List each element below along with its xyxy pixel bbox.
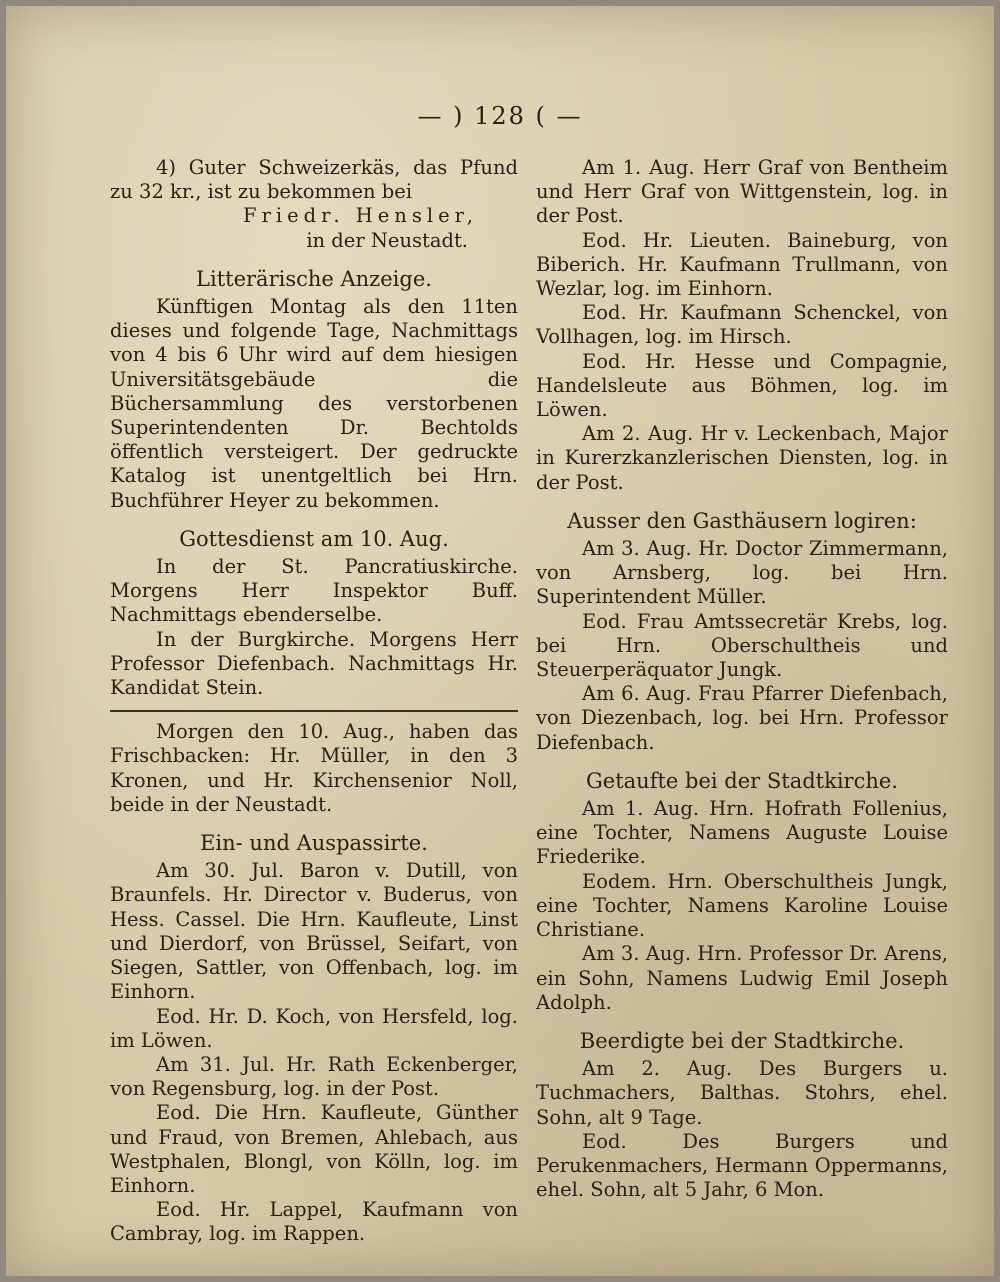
arrival-entry: Eod. Hr. Lappel, Kaufmann von Cambray, log. im Rappen. bbox=[110, 1198, 518, 1246]
arrival-entry: Eod. Hr. D. Koch, von Hersfeld, log. im Löwen. bbox=[110, 1004, 518, 1052]
baptism-entry: Am 3. Aug. Hrn. Professor Dr. Arens, ein Sohn, Namens Ludwig Emil Joseph Adolph. bbox=[536, 942, 948, 1014]
arrival-entry: Eod. Hr. Hesse und Compagnie, Handelsleute aus Böhmen, log. im Löwen. bbox=[536, 349, 948, 422]
section-divider bbox=[110, 710, 518, 712]
left-column bbox=[110, 156, 518, 1247]
burial-entry: Eod. Des Burgers und Perukenmachers, Hermann Oppermanns, ehel. Sohn, alt 5 Jahr, 6 Mon. bbox=[536, 1129, 948, 1202]
arrival-entry: Eod. Hr. Lieuten. Baineburg, von Biberich. Hr. Kaufmann Trullmann, von Wezlar, log. im Einhorn. bbox=[536, 228, 948, 301]
newspaper-page bbox=[6, 6, 994, 1276]
arrivals-heading: Ein- und Auspassirte. bbox=[200, 831, 428, 856]
baptisms-heading: Getaufte bei der Stadtkirche. bbox=[586, 768, 898, 793]
advertiser-location: in der Neustadt. bbox=[306, 228, 468, 252]
literary-notice-heading: Litterärische Anzeige. bbox=[196, 266, 432, 291]
burials-heading: Beerdigte bei der Stadtkirche. bbox=[579, 1028, 905, 1053]
arrival-entry: Am 1. Aug. Herr Graf von Bentheim und Herr Graf von Wittgenstein, log. in der Post. bbox=[536, 156, 948, 228]
church-service-heading: Gottesdienst am 10. Aug. bbox=[179, 526, 449, 551]
arrival-entry: Eod. Hr. Kaufmann Schenckel, von Vollhagen, log. im Hirsch. bbox=[536, 301, 948, 349]
lodging-entry: Am 6. Aug. Frau Pfarrer Diefenbach, von Diezenbach, log. bei Hrn. Professor Diefenbach. bbox=[536, 682, 948, 754]
literary-notice-text: Künftigen Montag als den 11ten dieses und folgende Tage, Nachmittags von 4 bis 6 Uhr wird auf dem hiesigen Universitätsgebäude die Büchersammlung des verstorbenen Superintendenten Dr. Bechtolds öffentlich versteigert. Der gedruckte Katalog ist unentgeltlich bei Hrn. Buchführer Heyer zu bekommen. bbox=[110, 295, 518, 512]
private-lodging-heading: Ausser den Gasthäusern logiren: bbox=[567, 508, 917, 533]
burial-entry: Am 2. Aug. Des Burgers u. Tuchmachers, Balthas. Stohrs, ehel. Sohn, alt 9 Tage. bbox=[536, 1057, 948, 1129]
church-service-pancratius: In der St. Pancratiuskirche. Morgens Herr Inspektor Buff. Nachmittags ebenderselbe. bbox=[110, 555, 518, 627]
advertisement-cheese: 4) Guter Schweizerkäs, das Pfund zu 32 kr., ist zu bekommen bei bbox=[110, 156, 518, 204]
lodging-entry: Eod. Frau Amtssecretär Krebs, log. bei Hrn. Oberschultheis und Steuerperäquator Jungk. bbox=[536, 609, 948, 682]
page-number: — ) 128 ( — bbox=[417, 102, 583, 130]
arrival-entry: Am 30. Jul. Baron v. Dutill, von Braunfels. Hr. Director v. Buderus, von Hess. Cassel. Die Hrn. Kaufleute, Linst und Dierdorf, von Brüssel, Seifart, von Siegen, Sattler, von Offenbach, log. im Einhorn. bbox=[110, 859, 518, 1004]
arrival-entry: Am 31. Jul. Hr. Rath Eckenberger, von Regensburg, log. in der Post. bbox=[110, 1052, 518, 1101]
bakers-notice: Morgen den 10. Aug., haben das Frischbacken: Hr. Müller, in den 3 Kronen, und Hr. Kirchensenior Noll, beide in der Neustadt. bbox=[110, 720, 518, 816]
lodging-entry: Am 3. Aug. Hr. Doctor Zimmermann, von Arnsberg, log. bei Hrn. Superintendent Müller. bbox=[536, 537, 948, 609]
church-service-burgkirche: In der Burgkirche. Morgens Herr Professor Diefenbach. Nachmittags Hr. Kandidat Stein. bbox=[110, 627, 518, 700]
baptism-entry: Am 1. Aug. Hrn. Hofrath Follenius, eine Tochter, Namens Auguste Louise Friederike. bbox=[536, 797, 948, 869]
advertiser-name: Friedr. Hensler, bbox=[243, 204, 478, 228]
arrival-entry: Eod. Die Hrn. Kaufleute, Günther und Fraud, von Bremen, Ahlebach, aus Westphalen, Blongl, von Kölln, log. im Einhorn. bbox=[110, 1101, 518, 1197]
baptism-entry: Eodem. Hrn. Oberschultheis Jungk, eine Tochter, Namens Karoline Louise Christiane. bbox=[536, 869, 948, 942]
arrival-entry: Am 2. Aug. Hr v. Leckenbach, Major in Kurerzkanzlerischen Diensten, log. in der Post. bbox=[536, 422, 948, 494]
right-column bbox=[536, 156, 948, 1202]
